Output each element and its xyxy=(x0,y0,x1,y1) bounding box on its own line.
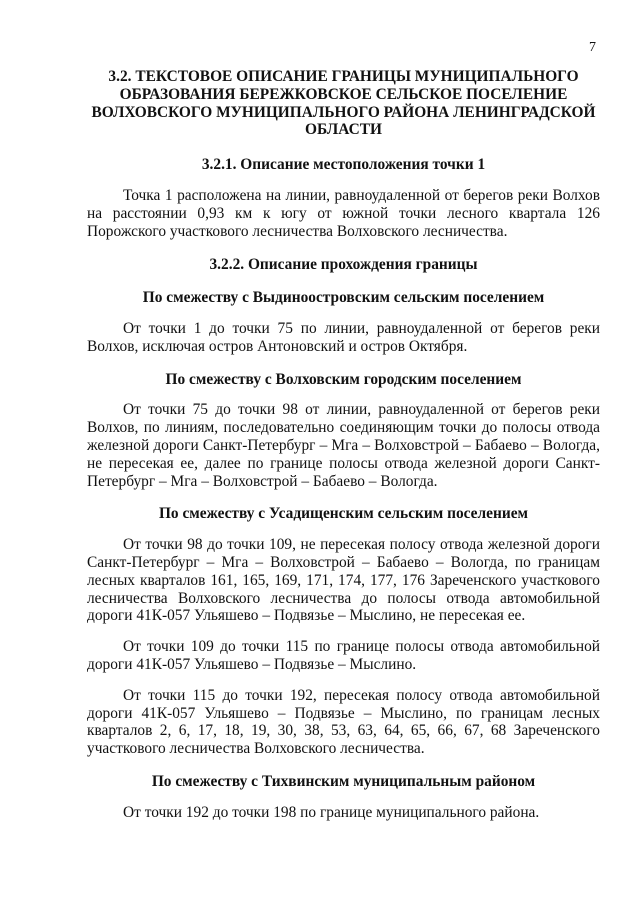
subsection-heading-tikhvinsky: По смежеству с Тихвинским муниципальным районом xyxy=(151,772,536,790)
paragraph-volkhovsky: От точки 75 до точки 98 от линии, равноудаленной от берегов реки Волхов, по линиям, последовательно соединяющим точки до полосы отвода железной дороги Санкт-Петербург – Мга – Волховстрой – Бабаево – Вологда, не пересекая ее, далее по границе полосы отвода железной дороги Санкт-Петербург – Мга – Волховстрой – Бабаево – Вологда. xyxy=(87,401,600,490)
page-number: 7 xyxy=(589,40,596,55)
subsection-heading-vydinoostrovsky: По смежеству с Выдиноостровским сельским поселением xyxy=(142,289,545,307)
paragraph-location: Точка 1 расположена на линии, равноудаленной от берегов реки Волхов на расстоянии 0,93 км к югу от южной точки лесного квартала 126 Порожского участкового лесничества Волховского лесничества. xyxy=(87,186,600,240)
section-heading-location: 3.2.1. Описание местоположения точки 1 xyxy=(201,156,486,174)
paragraph-vydinoostrovsky: От точки 1 до точки 75 по линии, равноудаленной от берегов реки Волхов, исключая остров Антоновский и остров Октября. xyxy=(87,319,600,355)
subsection-heading-volkhovsky: По смежеству с Волховским городским поселением xyxy=(165,370,522,388)
paragraph-usadishchensky-3: От точки 115 до точки 192, пересекая полосу отвода автомобильной дороги 41К-057 Ульяшево – Подвязье – Мыслино, по границам лесных кварталов 2, 6, 17, 18, 19, 30, 38, 53, 63, 64, 65, 66, 67, 68 Зареченского участкового лесничества Волховского лесничества. xyxy=(87,686,600,758)
paragraph-usadishchensky-1: От точки 98 до точки 109, не пересекая полосу отвода железной дороги Санкт-Петербург – Мга – Волховстрой – Бабаево – Вологда, по границам лесных кварталов 161, 165, 169, 171, 174, 177, 176 Зареченского участкового лесничества Волховского лесничества до полосы отвода автомобильной дороги 41К-057 Ульяшево – Подвязье – Мыслино, не пересекая ее. xyxy=(87,536,600,625)
section-heading-boundary: 3.2.2. Описание прохождения границы xyxy=(209,256,478,274)
subsection-heading-usadishchensky: По смежеству с Усадищенским сельским поселением xyxy=(158,505,529,523)
paragraph-tikhvinsky: От точки 192 до точки 198 по границе муниципального района. xyxy=(123,803,540,821)
document-body xyxy=(87,68,600,822)
paragraph-usadishchensky-2: От точки 109 до точки 115 по границе полосы отвода автомобильной дороги 41К-057 Ульяшево – Подвязье – Мыслино. xyxy=(87,638,600,673)
document-title: 3.2. ТЕКСТОВОЕ ОПИСАНИЕ ГРАНИЦЫ МУНИЦИПАЛЬНОГО ОБРАЗОВАНИЯ БЕРЕЖКОВСКОЕ СЕЛЬСКОЕ ПОСЕЛЕНИЕ ВОЛХОВСКОГО МУНИЦИПАЛЬНОГО РАЙОНА ЛЕНИНГРАДСКОЙ ОБЛАСТИ xyxy=(91,68,596,139)
